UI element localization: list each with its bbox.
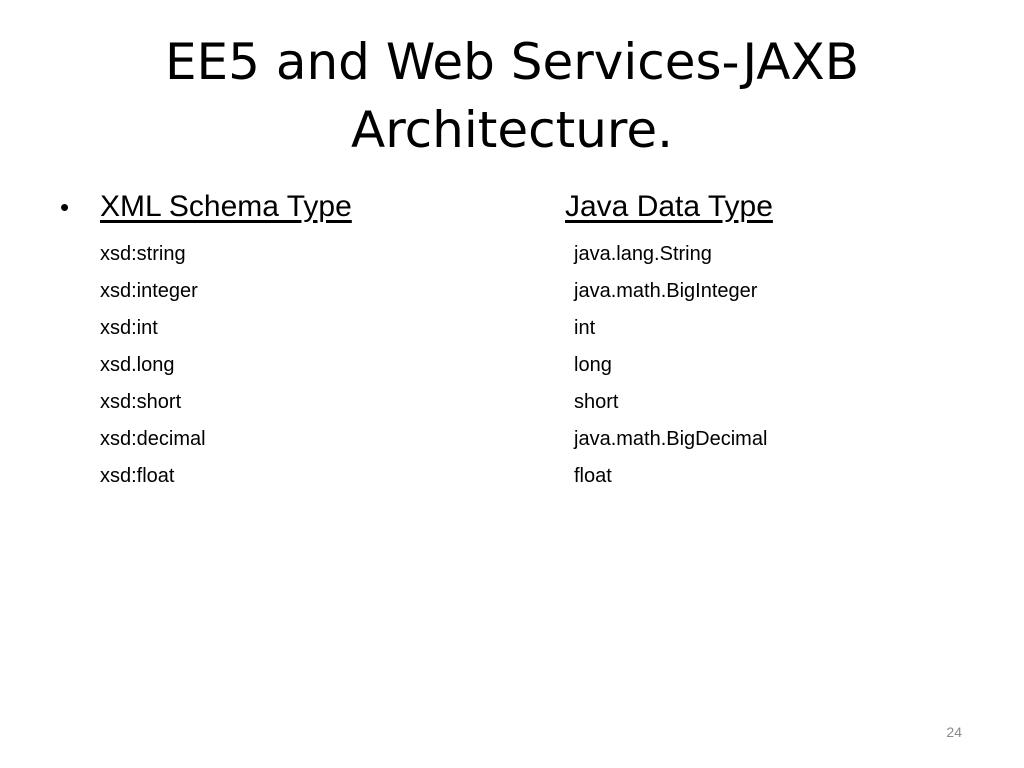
java-type-cell: java.math.BigInteger <box>574 280 758 302</box>
page-number: 24 <box>946 724 962 740</box>
table-row <box>100 273 940 310</box>
header-xml-schema-type: XML Schema Type <box>100 190 352 223</box>
java-type-cell: short <box>574 391 619 413</box>
table-row <box>100 236 940 273</box>
table-row <box>100 310 940 347</box>
java-type-cell: java.lang.String <box>574 243 712 265</box>
xsd-type-cell: xsd:float <box>100 465 175 487</box>
xsd-type-cell: xsd:short <box>100 391 182 413</box>
java-type-cell: int <box>574 317 596 339</box>
title-line-1: EE5 and Web Services-JAXB <box>164 33 860 91</box>
java-type-cell: float <box>574 465 612 487</box>
table-header-bullet <box>60 190 940 232</box>
title-line-2: Architecture. <box>351 101 673 159</box>
java-type-cell: long <box>574 354 612 376</box>
slide-title <box>80 28 944 164</box>
bullet-icon: • <box>60 192 70 222</box>
header-java-data-type: Java Data Type <box>565 190 773 223</box>
table-row <box>100 347 940 384</box>
java-type-cell: java.math.BigDecimal <box>574 428 768 450</box>
table-row <box>100 384 940 421</box>
xsd-type-cell: xsd.long <box>100 354 175 376</box>
type-mapping-table <box>100 236 940 495</box>
table-row <box>100 421 940 458</box>
bullet-list <box>60 190 940 232</box>
table-row <box>100 458 940 495</box>
xsd-type-cell: xsd:decimal <box>100 428 206 450</box>
table-header <box>100 190 773 224</box>
xsd-type-cell: xsd:integer <box>100 280 198 302</box>
xsd-type-cell: xsd:int <box>100 317 158 339</box>
xsd-type-cell: xsd:string <box>100 243 186 265</box>
